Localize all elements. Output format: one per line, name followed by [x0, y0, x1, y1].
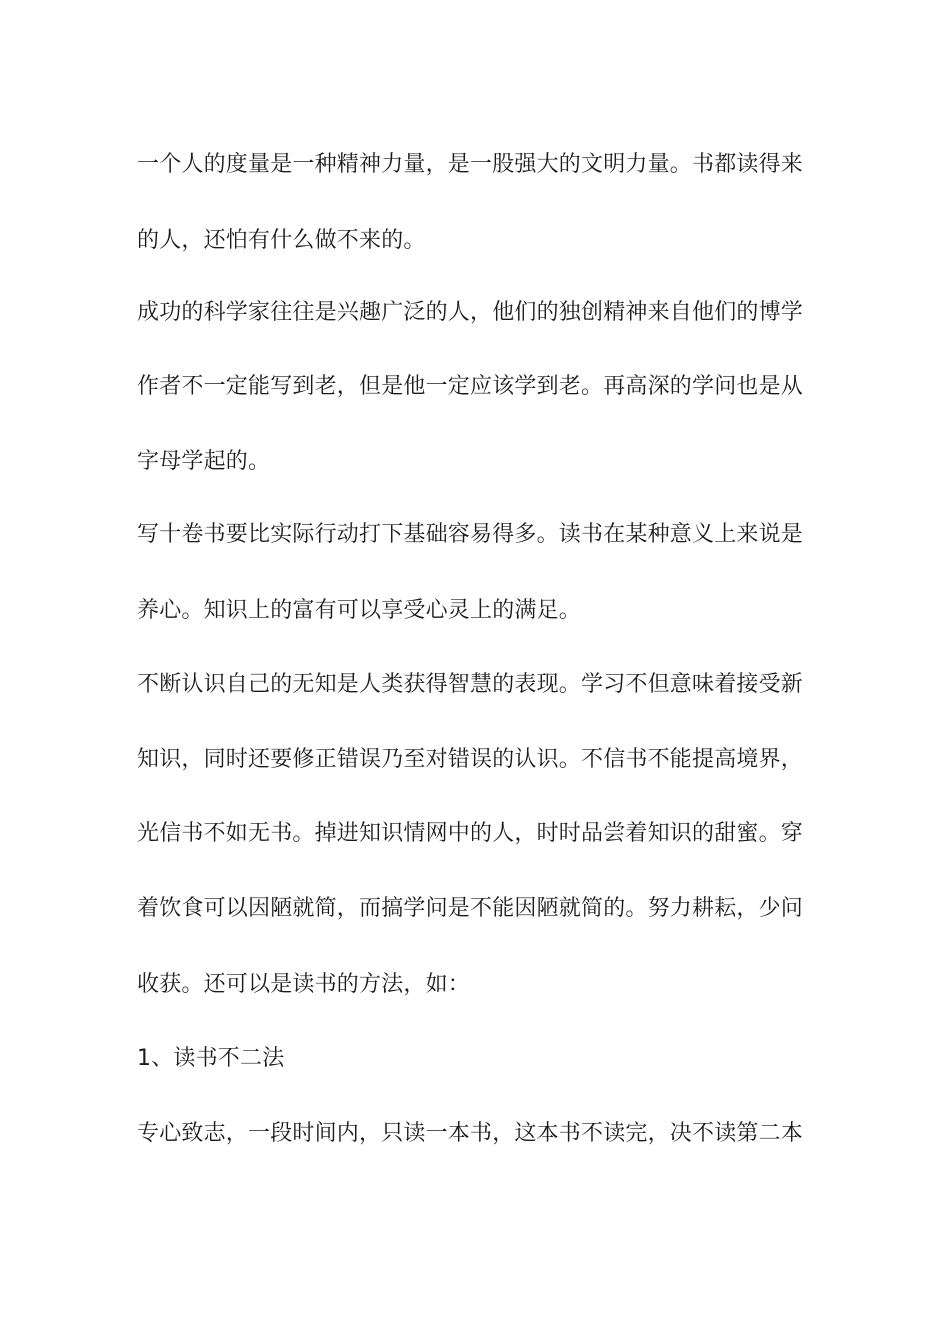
text-line: 收获。还可以是读书的方法，如： — [137, 972, 471, 997]
text-line: 知识，同时还要修正错误乃至对错误的认识。不信书不能提高境界， — [137, 747, 804, 772]
text-line: 专心致志，一段时间内，只读一本书，这本书不读完，决不读第二本 — [137, 1121, 804, 1146]
text-line: 的人，还怕有什么做不来的。 — [137, 228, 426, 253]
text-line: 光信书不如无书。掉进知识情网中的人，时时品尝着知识的甜蜜。穿 — [137, 821, 804, 846]
text-line: 字母学起的。 — [137, 449, 271, 474]
text-line: 养心。知识上的富有可以享受心灵上的满足。 — [137, 598, 582, 623]
text-line: 一个人的度量是一种精神力量，是一股强大的文明力量。书都读得来 — [137, 152, 804, 177]
text-line: 成功的科学家往往是兴趣广泛的人，他们的独创精神来自他们的博学 — [137, 300, 804, 325]
text-line: 作者不一定能写到老，但是他一定应该学到老。再高深的学问也是从 — [137, 374, 804, 399]
text-line: 着饮食可以因陋就简，而搞学问是不能因陋就简的。努力耕耘，少问 — [137, 896, 804, 921]
text-line: 不断认识自己的无知是人类获得智慧的表现。学习不但意味着接受新 — [137, 672, 804, 697]
list-heading: 1、读书不二法 — [137, 1046, 285, 1071]
text-line: 写十卷书要比实际行动打下基础容易得多。读书在某种意义上来说是 — [137, 522, 804, 547]
